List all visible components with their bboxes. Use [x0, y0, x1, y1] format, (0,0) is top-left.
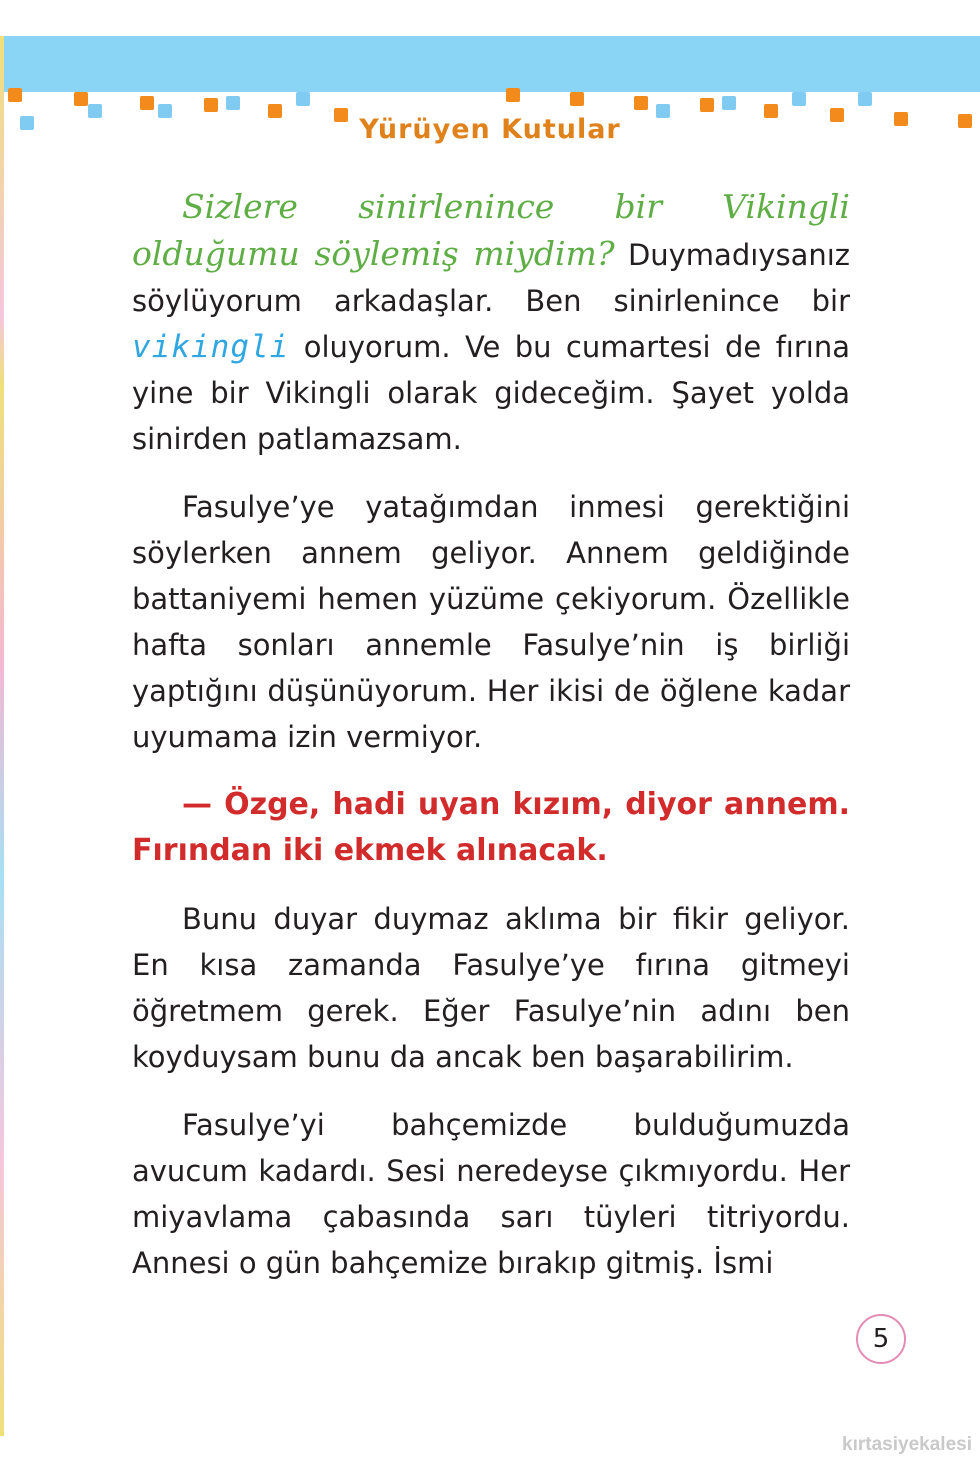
- paragraph-1-text-a: Duymadıysanız söylüyorum arkadaşlar. Ben sinirlenince bir: [132, 238, 850, 318]
- confetti-square: [296, 92, 310, 106]
- left-edge-strip: [0, 36, 4, 1436]
- confetti-square: [506, 88, 520, 102]
- paragraph-1-text-b: oluyorum. Ve bu cumartesi de fırına yine bir Vikingli olarak gideceğim. Şayet yolda sinirden patlamazsam.: [132, 330, 850, 456]
- page-number: 5: [856, 1314, 906, 1364]
- confetti-square: [858, 92, 872, 106]
- handwritten-green-text: Sizlere sinirlenince bir Vikingli olduğumu söylemiş miydim?: [132, 187, 850, 273]
- confetti-square: [204, 98, 218, 112]
- paragraph-3: Bunu duyar duymaz aklıma bir fikir geliyor. En kısa zamanda Fasulye’ye fırına gitmeyi öğretmem gerek. Eğer Fasulye’nin adını ben koyduysam bunu da ancak ben başarabilirim.: [132, 902, 850, 1074]
- paragraph-1: [132, 184, 850, 462]
- story-body: [132, 184, 850, 1308]
- confetti-square: [8, 88, 22, 102]
- paragraph-4: Fasulye’yi bahçemizde bulduğumuzda avucum kadardı. Sesi neredeyse çıkmıyordu. Her miyavlama çabasında sarı tüyleri titriyordu. Annesi o gün bahçemize bırakıp gitmiş. İsmi: [132, 1108, 850, 1280]
- handwritten-blue-word: vikingli: [132, 329, 290, 365]
- running-header-title: Yürüyen Kutular: [359, 114, 621, 145]
- confetti-square: [792, 92, 806, 106]
- watermark-text: kırtasiyekalesi: [842, 1434, 972, 1455]
- confetti-square: [570, 92, 584, 106]
- dialogue-line: — Özge, hadi uyan kızım, diyor annem. Fırından iki ekmek alınacak.: [132, 787, 850, 868]
- top-color-band: [0, 36, 980, 92]
- confetti-square: [74, 92, 88, 106]
- confetti-square: [700, 98, 714, 112]
- confetti-square: [722, 96, 736, 110]
- confetti-square: [140, 96, 154, 110]
- paragraph-2: Fasulye’ye yatağımdan inmesi gerektiğini söylerken annem geliyor. Annem geldiğinde battaniyemi hemen yüzüme çekiyorum. Özellikle hafta sonları annemle Fasulye’nin iş birliği yaptığını düşünüyorum. Her ikisi de öğlene kadar uyumama izin vermiyor.: [132, 490, 850, 754]
- confetti-square: [634, 96, 648, 110]
- confetti-square: [226, 96, 240, 110]
